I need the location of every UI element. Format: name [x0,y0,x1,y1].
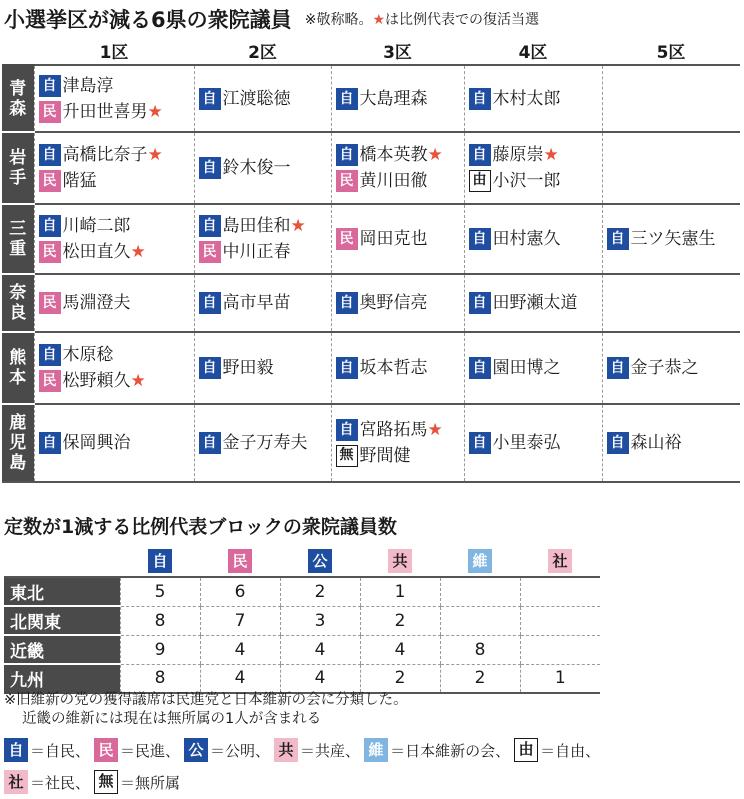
note-text: ※敬称略。 [304,12,373,28]
district-cell [464,404,602,482]
block-table [4,546,600,694]
party-badge-independent-icon: 無 [94,770,118,794]
party-badge-ldp-icon: 自 [199,357,221,379]
district-cell [194,65,331,132]
footnote: 近畿の維新には現在は無所属の1人が含まれる [22,711,322,727]
block-body [4,577,600,693]
footnotes [4,691,408,729]
member-entry [199,355,329,381]
district-cell [602,274,740,332]
member-entry [199,430,329,456]
party-badge-ldp-icon: 自 [4,738,28,762]
district-cell [464,332,602,404]
title-note [305,12,539,28]
seat-count: 4 [200,664,280,693]
district-cell [602,204,740,274]
district-cell [194,332,331,404]
table-row [4,635,600,664]
member-name: 金子万寿夫 [222,433,308,453]
seat-count: 2 [440,664,520,693]
member-name: 森山裕 [630,433,682,453]
main-title: 小選挙区が減る6県の衆院議員 [4,8,292,32]
member-name: 金子恭之 [630,358,699,378]
prefecture-row [2,274,740,332]
party-badge-jcp-icon: 共 [274,738,298,762]
district-header: 1区 [99,42,129,63]
prefecture-row [2,65,740,132]
legend-item [94,770,180,794]
member-entry [336,443,462,469]
block-table-title: 定数が1減する比例代表ブロックの衆院議員数 [4,516,397,538]
party-badge-ldp-icon: 自 [39,215,61,237]
party-badge-dp-icon: 民 [39,170,61,192]
district-table [2,36,740,483]
member-name: 岡田克也 [359,229,428,249]
member-entry [607,430,739,456]
member-name: 木村太郎 [492,88,561,109]
member-entry [469,290,600,316]
member-entry [39,290,192,316]
party-badge-ldp-icon: 自 [39,344,61,366]
seat-count: 8 [120,664,200,693]
table-row [4,606,600,635]
legend-item [94,738,180,762]
seat-count [520,606,600,635]
member-name: 津島淳 [62,75,114,96]
seat-count: 8 [440,635,520,664]
party-badge-dp-icon: 民 [39,241,61,263]
district-cell [464,65,602,132]
member-entry [336,142,462,168]
member-entry [199,155,329,181]
member-entry [199,239,329,265]
party-badge-ldp-icon: 自 [336,292,358,314]
district-cell [331,65,464,132]
legend-item [4,738,90,762]
party-badge-ldp-icon: 自 [199,432,221,454]
party-badge-jcp-icon: 共 [388,549,412,573]
seat-count: 4 [280,664,360,693]
corner-cell [4,546,120,577]
member-entry [39,239,192,265]
member-name: 高橋比奈子 [62,145,148,165]
legend-line [4,734,740,766]
party-badge-ldp-icon: 自 [199,157,221,179]
prefecture-row [2,132,740,204]
party-badge-dp-icon: 民 [94,738,118,762]
page-title [4,4,740,34]
party-badge-ldp-icon: 自 [199,88,221,110]
member-name: 藤原崇 [492,145,544,165]
party-badge-ldp-icon: 自 [607,228,629,250]
star-icon: ★ [147,101,163,122]
party-badge-ldp-icon: 自 [39,75,61,97]
member-name: 升田世喜男 [62,101,148,122]
member-entry [39,213,192,239]
block-name: 九州 [4,664,120,693]
member-entry [469,430,600,456]
district-cell [602,132,740,204]
party-header [200,546,280,577]
party-badge-liberal-icon: 由 [514,738,538,762]
legend-text: ＝社民、 [30,773,91,792]
member-entry [336,417,462,443]
member-entry [336,290,462,316]
member-name: 奥野信亮 [359,293,428,313]
member-name: 中川正春 [222,242,291,262]
corner-cell [2,36,34,65]
district-cell [331,404,464,482]
district-cell [464,132,602,204]
member-name: 橋本英教 [359,145,428,165]
member-entry [469,142,600,168]
party-badge-ldp-icon: 自 [607,432,629,454]
district-cell [194,204,331,274]
party-badge-dp-icon: 民 [39,370,61,392]
star-icon: ★ [427,420,443,440]
prefecture-label: 奈 良 [2,274,34,332]
district-cell [34,204,194,274]
party-badge-dp-icon: 民 [228,549,252,573]
member-name: 大島理森 [359,88,428,109]
block-name: 北関東 [4,606,120,635]
seat-count: 2 [360,664,440,693]
star-icon: ★ [427,145,443,165]
member-entry [199,290,329,316]
seat-count [440,606,520,635]
member-name: 川崎二郎 [62,216,131,236]
district-cell [464,274,602,332]
block-name: 近畿 [4,635,120,664]
member-entry [199,86,329,112]
seat-count: 4 [360,635,440,664]
seat-count [440,577,520,606]
party-badge-ldp-icon: 自 [39,144,61,166]
seat-count [520,577,600,606]
legend-text: ＝自民、 [30,741,91,760]
party-header [440,546,520,577]
member-entry [39,430,192,456]
party-legend [4,734,740,798]
table-row [4,577,600,606]
member-name: 田野瀬太道 [492,293,578,313]
legend-item [184,738,270,762]
party-header [120,546,200,577]
party-badge-ldp-icon: 自 [336,144,358,166]
member-entry [607,355,739,381]
member-name: 坂本哲志 [359,358,428,378]
party-badge-ldp-icon: 自 [469,357,491,379]
party-badge-independent-icon: 無 [336,445,358,467]
member-name: 野田毅 [222,358,274,378]
district-header: 4区 [518,42,548,63]
member-entry [336,86,462,112]
member-name: 鈴木俊一 [222,158,291,178]
legend-item [274,738,360,762]
legend-text: ＝無所属 [120,773,181,792]
member-name: 小沢一郎 [492,171,561,191]
party-badge-komeito-icon: 公 [308,549,332,573]
member-name: 田村憲久 [492,229,561,249]
member-entry [336,168,462,194]
seat-count [520,635,600,664]
district-cell [34,332,194,404]
district-cell [331,274,464,332]
party-badge-ldp-icon: 自 [469,292,491,314]
member-name: 黄川田徹 [359,171,428,191]
district-body [2,65,740,482]
district-cell [194,404,331,482]
seat-count: 1 [360,577,440,606]
member-entry [39,168,192,194]
member-name: 松田直久 [62,242,131,262]
footnote: ※旧維新の党の獲得議席は民進党と日本維新の会に分類した。 [4,692,408,708]
party-badge-ldp-icon: 自 [469,228,491,250]
party-badge-ldp-icon: 自 [199,292,221,314]
party-header-row [4,546,600,577]
legend-text: ＝公明、 [210,741,271,760]
seat-count: 4 [200,635,280,664]
district-header-row [2,36,740,65]
member-name: 木原稔 [62,345,114,365]
star-icon: ★ [290,216,306,236]
prefecture-label: 岩 手 [2,132,34,204]
district-cell [464,204,602,274]
party-badge-dp-icon: 民 [39,101,61,123]
party-badge-ldp-icon: 自 [39,432,61,454]
party-badge-dp-icon: 民 [336,170,358,192]
party-badge-ldp-icon: 自 [336,88,358,110]
party-badge-dp-icon: 民 [336,228,358,250]
legend-item [364,738,510,762]
member-name: 高市早苗 [222,293,291,313]
member-name: 三ツ矢憲生 [630,229,716,249]
seat-count: 2 [360,606,440,635]
party-header [520,546,600,577]
member-name: 小里泰弘 [492,433,561,453]
member-entry [469,86,600,112]
party-badge-dp-icon: 民 [199,241,221,263]
member-entry [39,368,192,394]
district-cell [602,65,740,132]
member-entry [39,99,192,125]
party-badge-ishin-icon: 維 [468,549,492,573]
prefecture-row [2,204,740,274]
block-name: 東北 [4,577,120,606]
member-name: 松野頼久 [62,371,131,391]
star-icon: ★ [147,145,163,165]
member-name: 保岡興治 [62,433,131,453]
district-header: 5区 [656,42,686,63]
member-entry [469,355,600,381]
note-star-text: は比例代表での復活当選 [385,12,540,28]
member-entry [469,168,600,194]
district-cell [34,274,194,332]
member-entry [469,226,600,252]
member-entry [336,355,462,381]
party-badge-ldp-icon: 自 [336,357,358,379]
district-cell [194,132,331,204]
legend-item [4,770,90,794]
prefecture-row [2,332,740,404]
member-name: 江渡聡徳 [222,88,291,109]
legend-text: ＝共産、 [300,741,361,760]
member-entry [607,226,739,252]
seat-count: 4 [280,635,360,664]
district-header: 2区 [248,42,277,63]
member-name: 階猛 [62,171,97,191]
member-entry [336,226,462,252]
member-name: 園田博之 [492,358,561,378]
seat-count: 1 [520,664,600,693]
party-badge-sdp-icon: 社 [4,770,28,794]
party-badge-ldp-icon: 自 [469,432,491,454]
seat-count: 6 [200,577,280,606]
party-badge-ldp-icon: 自 [148,549,172,573]
party-badge-ldp-icon: 自 [469,144,491,166]
legend-item [514,738,600,762]
member-name: 宮路拓馬 [359,420,428,440]
table-row [4,664,600,693]
prefecture-label: 熊 本 [2,332,34,404]
district-cell [331,332,464,404]
legend-text: ＝日本維新の会、 [390,741,511,760]
party-badge-ldp-icon: 自 [469,88,491,110]
prefecture-row [2,404,740,482]
member-name: 野間健 [359,446,411,466]
prefecture-label: 鹿 児 島 [2,404,34,482]
party-badge-ldp-icon: 自 [336,419,358,441]
member-entry [39,73,192,99]
prefecture-label: 青 森 [2,65,34,132]
party-badge-ldp-icon: 自 [199,215,221,237]
party-badge-komeito-icon: 公 [184,738,208,762]
seat-count: 2 [280,577,360,606]
star-icon: ★ [130,242,146,262]
legend-text: ＝自由、 [540,741,601,760]
seat-count: 8 [120,606,200,635]
member-name: 馬淵澄夫 [62,293,131,313]
seat-count: 7 [200,606,280,635]
party-badge-dp-icon: 民 [39,292,61,314]
member-entry [39,142,192,168]
prefecture-label: 三 重 [2,204,34,274]
party-header [280,546,360,577]
star-icon: ★ [130,371,146,391]
member-name: 島田佳和 [222,216,291,236]
district-cell [602,404,740,482]
star-icon: ★ [372,12,386,28]
star-icon: ★ [543,145,559,165]
district-cell [331,132,464,204]
seat-count: 9 [120,635,200,664]
party-header [360,546,440,577]
legend-line [4,766,740,798]
district-cell [331,204,464,274]
party-badge-ishin-icon: 維 [364,738,388,762]
district-cell [194,274,331,332]
district-cell [34,65,194,132]
seat-count: 3 [280,606,360,635]
district-cell [34,404,194,482]
member-entry [199,213,329,239]
district-cell [602,332,740,404]
district-header: 3区 [383,42,412,63]
legend-text: ＝民進、 [120,741,181,760]
seat-count: 5 [120,577,200,606]
district-cell [34,132,194,204]
member-entry [39,342,192,368]
party-badge-liberal-icon: 由 [469,170,491,192]
party-badge-sdp-icon: 社 [548,549,572,573]
party-badge-ldp-icon: 自 [607,357,629,379]
